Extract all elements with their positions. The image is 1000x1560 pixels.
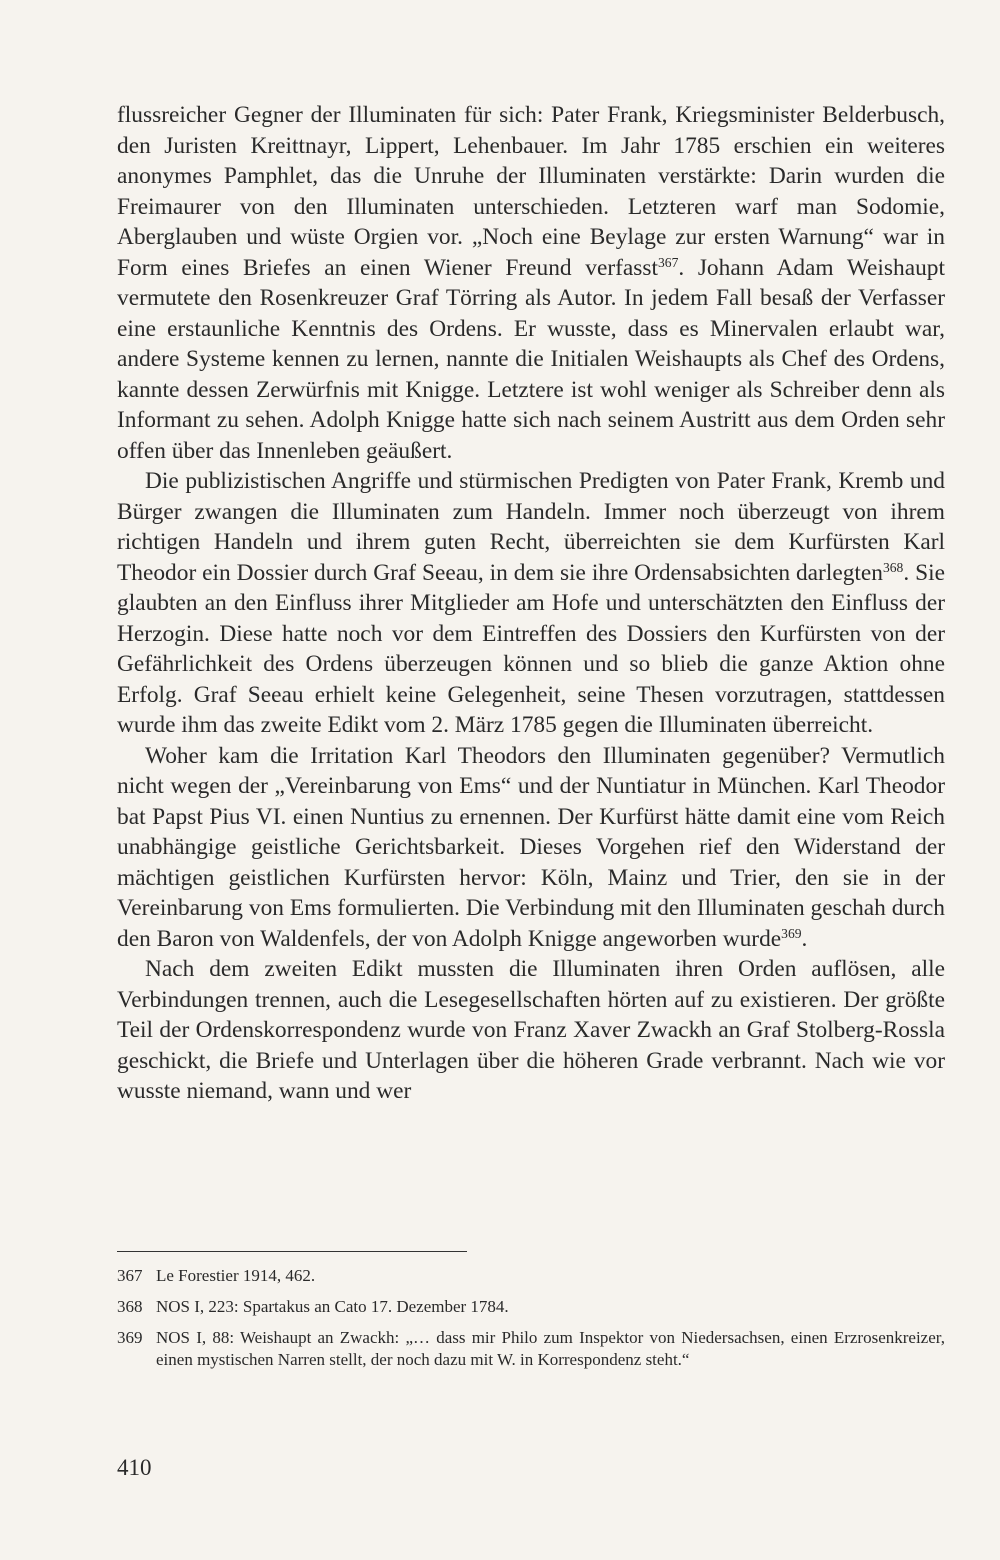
paragraph-4: Nach dem zweiten Edikt mussten die Illuminaten ihren Orden auflösen, alle Verbindungen trennen, auch die Lesegesellschaften hörten auf zu existieren. Der größte Teil der Ordenskorrespondenz wurde von Franz Xaver Zwackh an Graf Stolberg-Rossla geschickt, die Briefe und Unterlagen über die höheren Grade verbrannt. Nach wie vor wusste niemand, wann und wer <box>117 956 945 1104</box>
footnote-text: NOS I, 88: Weishaupt an Zwackh: „… dass mir Philo zum Inspektor von Niedersachsen, einen Erzrosenkreizer, einen mystischen Narren stellt, der noch dazu mit W. in Korrespondenz steht.“ <box>156 1328 945 1369</box>
body-text <box>117 100 945 1107</box>
footnote-368 <box>117 1296 945 1318</box>
paragraph-2-text-b: . Sie glaubten an den Einfluss ihrer Mitglieder am Hofe und unterschätzten den Einfluss der Herzogin. Diese hatte noch vor dem Eintreffen des Dossiers den Kurfürsten von der Gefährlichkeit des Ordens überzeugen können und so blieb die ganze Aktion ohne Erfolg. Graf Seeau erhielt keine Gelegenheit, seine Thesen vorzutragen, stattdessen wurde ihm das zweite Edikt vom 2. März 1785 gegen die Illuminaten überreicht. <box>117 559 945 738</box>
footnote-367 <box>117 1265 945 1287</box>
footnote-number: 367 <box>117 1266 143 1285</box>
paragraph-3-text-a: Woher kam die Irritation Karl Theodors den Illuminaten gegenüber? Vermutlich nicht wegen der „Vereinbarung von Ems“ und der Nuntiatur in München. Karl Theodor bat Papst Pius VI. einen Nuntius zu ernennen. Der Kurfürst hätte damit eine vom Reich unabhängige geistliche Gerichtsbarkeit. Dieses Vorgehen rief den Widerstand der mächtigen geistlichen Kurfürsten hervor: Köln, Mainz und Trier, den sie in der Vereinbarung von Ems formulierten. Die Verbindung mit den Illuminaten geschah durch den Baron von Waldenfels, der von Adolph Knigge angeworben wurde <box>117 742 945 952</box>
paragraph-2 <box>117 466 945 741</box>
footnote-369 <box>117 1327 945 1371</box>
footnotes <box>117 1265 945 1380</box>
paragraph-1 <box>117 100 945 466</box>
footnote-ref-367[interactable]: 367 <box>658 254 679 270</box>
footnote-text: Le Forestier 1914, 462. <box>156 1266 316 1285</box>
page-number: 410 <box>117 1455 152 1480</box>
paragraph-3 <box>117 741 945 955</box>
footnote-separator <box>117 1251 467 1252</box>
footnote-text: NOS I, 223: Spartakus an Cato 17. Dezember 1784. <box>156 1297 509 1316</box>
footnote-number: 368 <box>117 1297 143 1316</box>
footnote-number: 369 <box>117 1328 143 1347</box>
paragraph-3-text-b: . <box>801 925 808 952</box>
footnote-ref-369[interactable]: 369 <box>781 925 802 941</box>
paragraph-1-text-b: . Johann Adam Weishaupt vermutete den Rosenkreuzer Graf Törring als Autor. In jedem Fall besaß der Verfasser eine erstaunliche Kenntnis des Ordens. Er wusste, dass es Minervalen erlaubt war, andere Systeme kennen zu lernen, nannte die Initialen Weishaupts als Chef des Ordens, kannte dessen Zerwürfnis mit Knigge. Letztere ist wohl weniger als Schreiber denn als Informant zu sehen. Adolph Knigge hatte sich nach seinem Austritt aus dem Orden sehr offen über das Innenleben geäußert. <box>117 254 945 464</box>
paragraph-2-text-a: Die publizistischen Angriffe und stürmischen Predigten von Pater Frank, Kremb und Bürger zwangen die Illuminaten zum Handeln. Immer noch überzeugt von ihrem richtigen Handeln und ihrem guten Recht, überreichten sie dem Kurfürsten Karl Theodor ein Dossier durch Graf Seeau, in dem sie ihre Ordensabsichten darlegten <box>117 468 945 586</box>
footnote-ref-368[interactable]: 368 <box>882 559 904 575</box>
paragraph-1-text-a: flussreicher Gegner der Illuminaten für sich: Pater Frank, Kriegsminister Belderbusch, den Juristen Kreittnayr, Lippert, Lehenbauer. Im Jahr 1785 erschien ein weiteres anonymes Pamphlet, das die Unruhe der Illuminaten verstärkte: Darin wurden die Freimaurer von den Illuminaten unterschieden. Letzteren warf man Sodomie, Aberglauben und wüste Orgien vor. „Noch eine Beylage zur ersten Warnung“ war in Form eines Briefes an einen Wiener Freund verfasst <box>117 102 945 281</box>
